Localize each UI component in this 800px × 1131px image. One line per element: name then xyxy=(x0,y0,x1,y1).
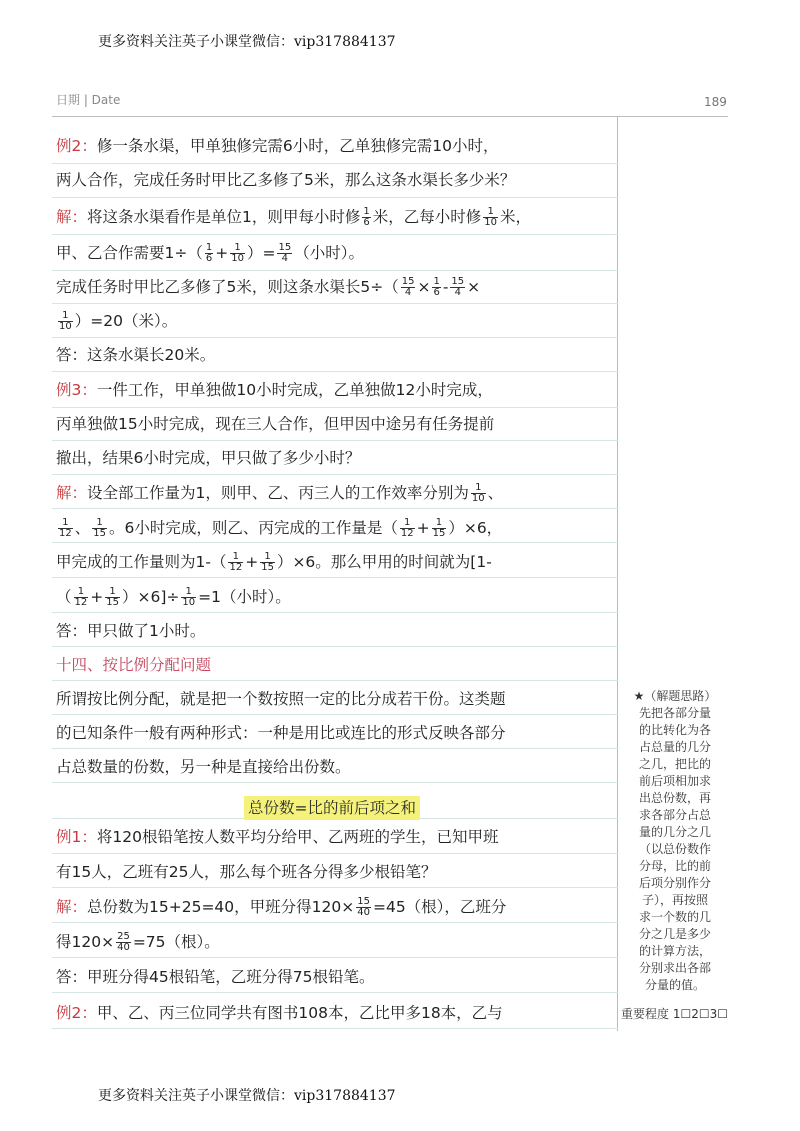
side-note-line: 分量的值。 xyxy=(644,978,705,992)
ex3-solution-line-2 xyxy=(56,518,608,539)
question-text: 两人合作，完成任务时甲比乙多修了5米，那么这条水渠长多少米？ xyxy=(56,171,516,189)
fraction: $\frac{1}{12}$ xyxy=(229,551,243,573)
ex4-question-line-1 xyxy=(56,827,608,847)
watermark-bottom: 更多资料关注英子小课堂微信：vip317884137 xyxy=(98,1088,396,1104)
section-title: 十四、按比例分配问题 xyxy=(56,656,212,674)
ruled-line xyxy=(52,922,618,923)
solution-text: （小时）。 xyxy=(294,244,364,262)
ex2-solution-line-2 xyxy=(56,243,608,264)
question-text: 丙单独做15小时完成，现在三人合作，但甲因中途另有任务提前 xyxy=(56,415,495,433)
fraction: $\frac{1}{15}$ xyxy=(261,551,274,573)
solution-label: 解： xyxy=(56,484,88,502)
solution-text: ）×6。那么甲用的时间就为[1- xyxy=(276,553,492,571)
ex4-solution-line-1 xyxy=(56,897,608,918)
fraction: $\frac{1}{6}$ xyxy=(433,276,440,298)
ruled-line xyxy=(52,1028,618,1029)
ex3-answer: 答：甲只做了1小时。 xyxy=(56,622,206,640)
operator: × xyxy=(417,278,431,296)
ruled-line xyxy=(52,440,618,441)
side-note-line: 子），再按照 xyxy=(641,893,708,907)
solution-text: 得120× xyxy=(56,933,115,951)
example-label: 例3： xyxy=(56,381,97,399)
ex2-solution-line-3 xyxy=(56,277,608,298)
question-text: 有15人，乙班有25人，那么每个班各分得多少根铅笔？ xyxy=(56,863,437,881)
side-note-line: 出总份数，再 xyxy=(638,791,711,805)
side-note xyxy=(623,688,727,994)
side-note-line: 量的几分之几 xyxy=(638,825,711,839)
ex3-question-line-3 xyxy=(56,448,608,468)
question-text: 将120根铅笔按人数平均分给甲、乙两班的学生，已知甲班 xyxy=(96,828,499,846)
page-number: 189 xyxy=(704,95,727,109)
ruled-line xyxy=(52,234,618,235)
ruled-line xyxy=(52,957,618,958)
side-note-line: 分母，比的前 xyxy=(638,859,711,873)
ex2-question-line-1 xyxy=(56,136,608,156)
ex2-solution-line-1 xyxy=(56,207,608,228)
ruled-line xyxy=(52,407,618,408)
ruled-line xyxy=(52,163,618,164)
operator: × xyxy=(467,278,481,296)
ex3-solution-line-4 xyxy=(56,587,608,608)
ruled-line xyxy=(52,542,618,543)
fraction: $\frac{15}{40}$ xyxy=(357,896,370,918)
ex4-answer: 答：甲班分得45根铅笔，乙班分得75根铅笔。 xyxy=(56,968,375,986)
solution-text: 甲完成的工作量则为1-（ xyxy=(56,553,227,571)
ruled-line xyxy=(52,680,618,681)
section-paragraph-line-2: 的已知条件一般有两种形式：一种是用比或连比的形式反映各部分 xyxy=(56,724,506,742)
section-paragraph-line-1: 所谓按比例分配，就是把一个数按照一定的比分成若干份。这类题 xyxy=(56,690,506,708)
solution-label: 解： xyxy=(56,208,88,226)
fraction: $\frac{15}{4}$ xyxy=(451,276,465,298)
ex3-question-line-2 xyxy=(56,414,608,434)
ruled-line xyxy=(52,782,618,783)
fraction: $\frac{1}{15}$ xyxy=(106,586,119,608)
fraction: $\frac{1}{10}$ xyxy=(231,242,244,264)
solution-text: ）= xyxy=(246,244,276,262)
solution-text: 。6小时完成，则乙、丙完成的工作量是（ xyxy=(108,519,398,537)
ex4-question-line-2 xyxy=(56,862,608,882)
fraction: $\frac{1}{12}$ xyxy=(59,517,72,539)
solution-text: ）×6]÷ xyxy=(121,588,180,606)
solution-text: 总份数为15+25=40，甲班分得120× xyxy=(87,898,355,916)
operator: - xyxy=(442,278,449,296)
margin-divider xyxy=(617,116,618,1031)
ex4-solution-line-2 xyxy=(56,932,608,953)
side-note-line: （以总份数作 xyxy=(638,842,711,856)
solution-text: 、 xyxy=(74,519,91,537)
example-label: 例2： xyxy=(56,1004,97,1022)
ex3-solution-line-1 xyxy=(56,483,608,504)
fraction: $\frac{1}{6}$ xyxy=(205,242,213,264)
highlighted-formula: 总份数=比的前后项之和 xyxy=(244,796,420,820)
ruled-line xyxy=(52,887,618,888)
solution-text: 设全部工作量为1，则甲、乙、丙三人的工作效率分别为 xyxy=(87,484,469,502)
solution-text: =45（根），乙班分 xyxy=(372,898,507,916)
side-note-line: 求一个数的几 xyxy=(638,910,711,924)
ruled-line xyxy=(52,337,618,338)
fraction: $\frac{15}{4}$ xyxy=(278,242,292,264)
importance-rating: 重要程度 1☐2☐3☐ xyxy=(621,1007,728,1021)
ruled-line xyxy=(52,748,618,749)
side-note-line: 之几，把比的 xyxy=(638,757,711,771)
question-text: 撤出，结果6小时完成，甲只做了多少小时？ xyxy=(56,449,361,467)
ex3-solution-line-3 xyxy=(56,552,608,573)
watermark-top: 更多资料关注英子小课堂微信：vip317884137 xyxy=(98,34,396,50)
solution-text: 、 xyxy=(487,484,504,502)
operator: + xyxy=(245,553,259,571)
fraction: $\frac{1}{15}$ xyxy=(432,517,446,539)
ex2-answer: 答：这条水渠长20米。 xyxy=(56,346,216,364)
date-label: 日期 | Date xyxy=(56,93,121,107)
solution-text: 甲、乙合作需要1÷（ xyxy=(56,244,203,262)
section-paragraph-line-3: 占总数量的份数，另一种是直接给出份数。 xyxy=(56,758,351,776)
fraction: $\frac{25}{40}$ xyxy=(117,931,130,953)
fraction: $\frac{1}{12}$ xyxy=(74,586,88,608)
side-note-line: 分别求出各部 xyxy=(638,961,711,975)
ruled-line xyxy=(52,714,618,715)
side-note-line: ★（解题思路） xyxy=(633,689,717,703)
solution-text: 米， xyxy=(500,208,532,226)
formula-row xyxy=(56,796,608,820)
fraction: $\frac{1}{6}$ xyxy=(363,206,370,228)
ex2-solution-line-4 xyxy=(56,311,608,332)
fraction: $\frac{1}{10}$ xyxy=(484,206,498,228)
fraction: $\frac{15}{4}$ xyxy=(401,276,415,298)
fraction: $\frac{1}{10}$ xyxy=(471,482,485,504)
solution-text: （ xyxy=(56,588,72,606)
ruled-line xyxy=(52,853,618,854)
solution-text: 将这条水渠看作是单位1，则甲每小时修 xyxy=(87,208,361,226)
solution-text: 完成任务时甲比乙多修了5米，则这条水渠长5÷（ xyxy=(56,278,399,296)
example-label: 例1： xyxy=(56,828,97,846)
operator: + xyxy=(90,588,104,606)
example-label: 例2： xyxy=(56,137,97,155)
side-note-line: 前后项相加求 xyxy=(638,774,711,788)
side-note-line: 的比转化为各 xyxy=(638,723,711,737)
ruled-line xyxy=(52,612,618,613)
solution-text: 米，乙每小时修 xyxy=(372,208,482,226)
operator: + xyxy=(215,244,229,262)
header-rule xyxy=(52,116,728,117)
ruled-line xyxy=(52,508,618,509)
solution-label: 解： xyxy=(56,898,88,916)
ruled-line xyxy=(52,577,618,578)
fraction: $\frac{1}{15}$ xyxy=(93,517,106,539)
solution-text: ）×6， xyxy=(448,519,503,537)
operator: + xyxy=(416,519,430,537)
question-text: 修一条水渠，甲单独修完需6小时，乙单独修完需10小时， xyxy=(96,137,499,155)
fraction: $\frac{1}{10}$ xyxy=(59,310,72,332)
ex5-question-line-1 xyxy=(56,1003,608,1023)
ruled-line xyxy=(52,303,618,304)
ex2-question-line-2 xyxy=(56,170,608,190)
question-text: 甲、乙、丙三位同学共有图书108本，乙比甲多18本，乙与 xyxy=(96,1004,503,1022)
side-note-line: 求各部分占总 xyxy=(638,808,711,822)
ex3-question-line-1 xyxy=(56,380,608,400)
ruled-line xyxy=(52,197,618,198)
solution-text: ）=20（米）。 xyxy=(74,312,178,330)
ruled-line xyxy=(52,992,618,993)
side-note-line: 的计算方法， xyxy=(638,944,711,958)
fraction: $\frac{1}{10}$ xyxy=(182,586,196,608)
side-note-line: 后项分别作分 xyxy=(638,876,711,890)
ruled-line xyxy=(52,371,618,372)
side-note-line: 占总量的几分 xyxy=(638,740,711,754)
solution-text: =1（小时）。 xyxy=(198,588,291,606)
ruled-line xyxy=(52,474,618,475)
question-text: 一件工作，甲单独做10小时完成，乙单独做12小时完成， xyxy=(96,381,493,399)
ruled-line xyxy=(52,646,618,647)
fraction: $\frac{1}{12}$ xyxy=(400,517,414,539)
side-note-line: 先把各部分量 xyxy=(638,706,711,720)
ruled-line xyxy=(52,270,618,271)
solution-text: =75（根）。 xyxy=(132,933,220,951)
side-note-line: 分之几是多少 xyxy=(638,927,711,941)
